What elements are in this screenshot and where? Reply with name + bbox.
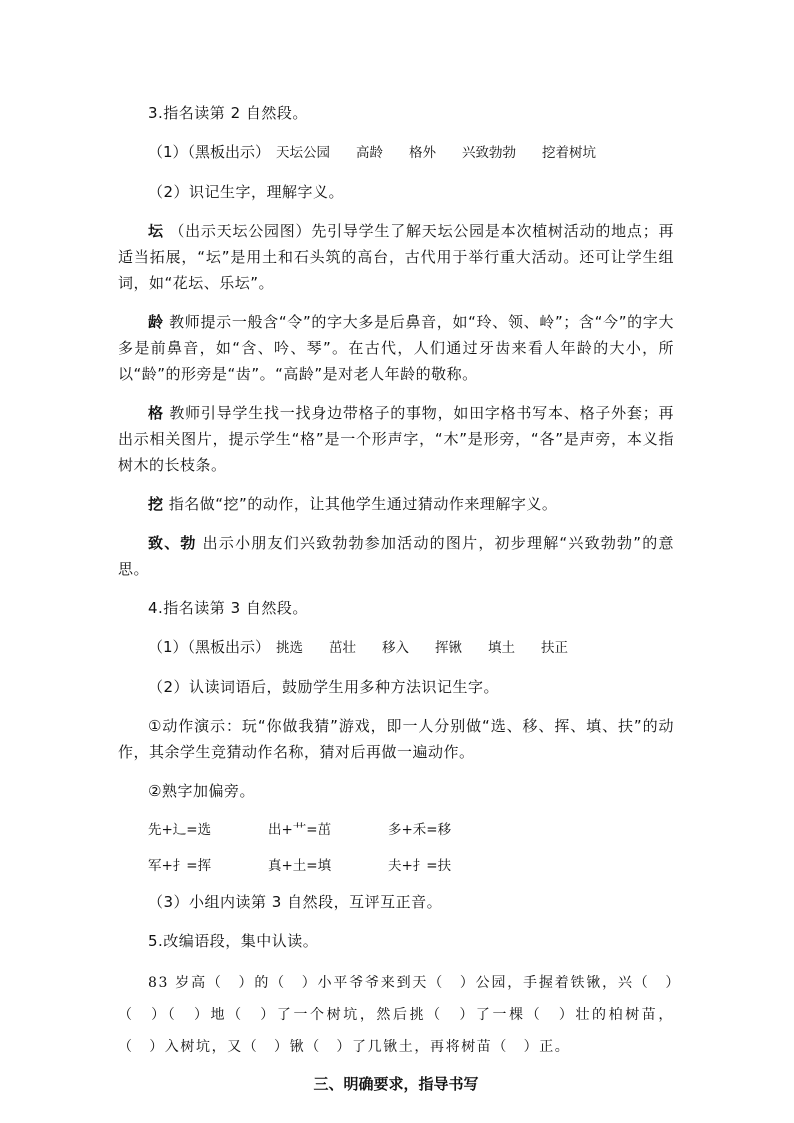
char-ling: 龄 (148, 313, 164, 331)
step-4-heading: 4.指名读第 3 自然段。 (148, 599, 308, 617)
radical-equation: 出+艹=茁 (268, 822, 332, 838)
board-words-1 (118, 139, 674, 166)
radical-equations-row-1 (118, 817, 674, 843)
char-ge-text: 教师引导学生找一找身边带格子的事物，如田字格书写本、格子外套；再出示相关图片，提示学生“格”是一个形声字，“木”是形旁，“各”是声旁，本义指树木的长枝条。 (118, 404, 674, 474)
char-explanation-zhi-bo (118, 530, 674, 582)
board-word: 扶正 (541, 640, 569, 656)
radical-equation: 先+辶=选 (148, 822, 212, 838)
board-words-2 (118, 634, 674, 661)
board-word: 格外 (409, 145, 437, 161)
board-word: 茁壮 (329, 640, 357, 656)
char-ling-text: 教师提示一般含“令”的字大多是后鼻音，如“玲、领、岭”；含“今”的字大多是前鼻音，如“含、吟、琴”。在古代，人们通过牙齿来看人年龄的大小，所以“龄”的形旁是“齿”。“高龄”是对老人年龄的敬称。 (118, 313, 674, 383)
char-explanation-ge (118, 400, 674, 478)
step-4-sub-2: （2）认读词语后，鼓励学生用多种方法识记生字。 (148, 678, 500, 696)
board-word: 挑选 (276, 640, 304, 656)
step-3-heading: 3.指名读第 2 自然段。 (148, 104, 308, 122)
section-title: 三、明确要求，指导书写 (313, 1075, 479, 1093)
board-words-2-lead: （1）（黑板出示） (148, 638, 271, 656)
method-action-game: ①动作演示：玩“你做我猜”游戏，即一人分别做“选、移、挥、填、扶”的动作，其余学生竞猜动作名称，猜对后再做一遍动作。 (118, 717, 674, 761)
board-word: 挖着树坑 (542, 145, 597, 161)
char-wa: 挖 (148, 495, 164, 513)
char-zhi-bo: 致、勃 (148, 534, 197, 552)
step-3-sub-2: （2）识记生字，理解字义。 (148, 183, 345, 201)
char-zhi-bo-text: 出示小朋友们兴致勃勃参加活动的图片，初步理解“兴致勃勃”的意思。 (118, 534, 674, 578)
radical-equations-row-2 (118, 853, 674, 879)
board-word: 挥锹 (435, 640, 463, 656)
char-ge: 格 (148, 404, 164, 422)
board-word: 兴致勃勃 (462, 145, 517, 161)
step-5-heading: 5.改编语段，集中认读。 (148, 932, 319, 950)
radical-equation: 夫+扌=扶 (388, 858, 452, 874)
board-word: 移入 (382, 640, 410, 656)
step-4-sub-3: （3）小组内读第 3 自然段，互评互正音。 (148, 893, 443, 911)
char-tan: 坛 (148, 222, 164, 240)
char-explanation-tan (118, 218, 674, 296)
radical-equation: 军+扌=挥 (148, 858, 212, 874)
char-explanation-ling (118, 309, 674, 387)
board-words-1-lead: （1）（黑板出示） (148, 143, 271, 161)
char-wa-text: 指名做“挖”的动作，让其他学生通过猜动作来理解字义。 (163, 495, 558, 513)
fill-in-blank-passage: 83 岁高（ ）的（ ）小平爷爷来到天（ ）公园，手握着铁锹，兴（ ）（ ）（ ）地（ ）了一个树坑，然后挑（ ）了一棵（ ）壮的柏树苗，（ ）入树坑，又（ ）锹（ ）了几锹土，再将树苗（ ）正。 (118, 975, 674, 1055)
radical-equation: 真+土=填 (268, 858, 332, 874)
board-word: 高龄 (356, 145, 384, 161)
radical-equation: 多+禾=移 (388, 822, 452, 838)
board-word: 填土 (488, 640, 516, 656)
board-word: 天坛公园 (276, 145, 331, 161)
char-tan-text: （出示天坛公园图）先引导学生了解天坛公园是本次植树活动的地点；再适当拓展，“坛”是用土和石头筑的高台，古代用于举行重大活动。还可让学生组词，如“花坛、乐坛”。 (118, 222, 674, 292)
method-radicals: ②熟字加偏旁。 (148, 782, 255, 800)
char-explanation-wa (118, 491, 674, 517)
